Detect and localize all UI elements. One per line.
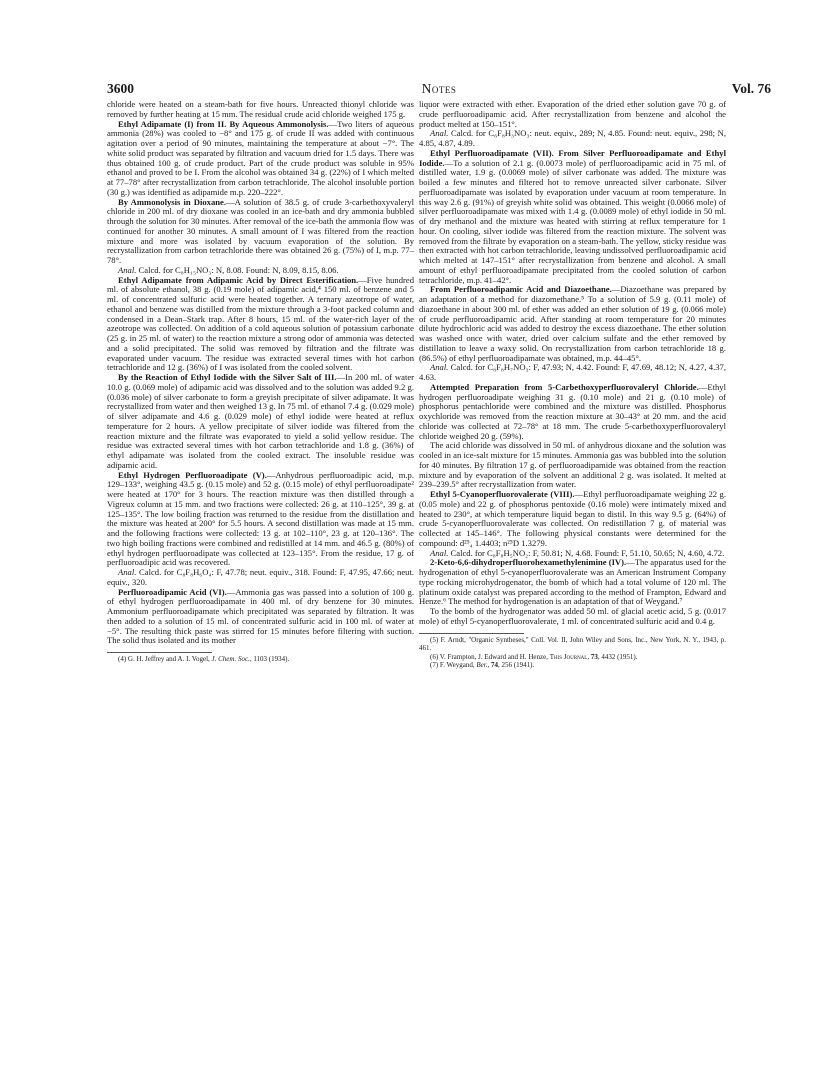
section-paragraph (107, 120, 414, 198)
section-heading: By Ammonolysis in Dioxane. (118, 196, 226, 207)
left-column (107, 100, 414, 664)
paragraph-text: To the bomb of the hydrogenator was added 50 ml. of glacial acetic acid, 5 g. (0.017 mole) of ethyl 5-cyanoperfluorovalerate, 1 ml. of concentrated sulfuric acid and 0.4 g. (419, 606, 726, 626)
paragraph-text: —Five hundred ml. of absolute ethanol, 38 g. (0.19 mole) of adipamic acid,⁴ 150 ml. of benzene and 5 ml. of concentrated sulfuric acid were heated together. A ternary azeotrope of water, ethanol and benzene was distilled from the mixture through a 3-foot packed column and condensed in a Dean–Stark trap. After 8 hours, 15 ml. of the water-rich layer of the azeotrope was collected. On addition of a cold aqueous solution of potassium carbonate (25 g. in 25 ml. of water) to the reaction mixture a strong odor of ammonia was detected and a solid precipitated. The solid was removed by filtration and the filtrate was evaporated under vacuum. The residue was extracted several times with hot carbon tetrachloride and 12 g. (36%) of I was isolated from the cooled solvent. (107, 274, 414, 373)
body-paragraph (419, 441, 726, 490)
section-heading: By the Reaction of Ethyl Iodide with the Silver Salt of III. (118, 372, 337, 382)
section-heading: Attempted Preparation from 5-Carbethoxyperfluorovaleryl Chloride. (430, 381, 699, 392)
paragraph-text: —Diazoethane was prepared by an adaptation of a method for diazomethane.⁵ To a solution of 5.9 g. (0.11 mole) of diazoethane in about 300 ml. of ether was added an ether solution of 19 g. (0.066 mole) of crude perfluoroadipamic acid. After standing at room temperature for 20 minutes dilute hydrochloric acid was added to destroy the excess diazoethane. The ether solution was washed once with water, dried over calcium sulfate and the ether removed by distillation to leave a waxy solid. On recrystallization from carbon tetrachloride 18 g. (86.5%) of ethyl perfluoroadipamate was obtained, m.p. 44–45°. (419, 284, 726, 363)
footnote-text: (4) G. H. Jeffrey and A. I. Vogel, (118, 655, 212, 663)
paragraph-text: Calcd. for C₈F₈H₆O₄: F, 47.78; neut. equiv., 318. Found: F, 47.95, 47.66; neut. equiv., 320. (107, 567, 414, 587)
paragraph-text: chloride were heated on a steam-bath for five hours. Unreacted thionyl chloride was removed by further heating at 15 mm. The residual crude acid chloride weighed 175 g. (107, 99, 414, 119)
footnote (107, 655, 414, 664)
section-heading: Ethyl Hydrogen Perfluoroadipate (V). (118, 469, 267, 480)
volume-label: Vol. 76 (731, 81, 771, 96)
footnote-volume: 73 (590, 652, 598, 661)
paragraph-text: —The apparatus used for the hydrogenation of ethyl 5-cyanoperfluorovalerate was an American Instrument Company type rocking microhydrogenator, the bomb of which had a total volume of 120 ml. The platinum oxide catalyst was prepared according to the method of Frampton, Edward and Henze.⁶ The method for hydrogenation is an adaptation of that of Weygand.⁷ (419, 557, 726, 607)
paragraph-text: —Ammonia gas was passed into a solution of 100 g. of ethyl hydrogen perfluoroadipamate in 400 ml. of dry benzene for 30 minutes. Ammonium perfluoroadipamate which precipitated was separated by filtration. It was then added to a solution of 15 ml. of concentrated sulfuric acid in 100 ml. of water at −5°. The resulting thick paste was stirred for 15 minutes before filtering with suction. The solid thus isolated and its mother (107, 586, 415, 646)
analysis-label: Anal. (430, 547, 449, 558)
footnote-citation: , 256 (1941). (497, 661, 535, 669)
footnote-text: (6) V. Frampton, J. Edward and H. Henze, (430, 652, 550, 661)
section-paragraph (107, 588, 414, 647)
footnote-rule (107, 652, 212, 653)
footnote-journal: Ber. (476, 661, 488, 669)
section-heading: Ethyl Adipamate (I) from II. By Aqueous Ammonolysis. (118, 118, 329, 129)
section-title: Notes (421, 81, 457, 96)
page-header (107, 81, 771, 99)
section-paragraph (107, 198, 414, 266)
body-paragraph (419, 100, 726, 129)
footnote-citation: , 1103 (1934). (249, 655, 290, 663)
footnote-citation: , 4432 (1951). (597, 652, 638, 661)
section-paragraph (419, 490, 726, 549)
paragraph-text: —Anhydrous perfluoroadipic acid, m.p. 129–133°, weighing 43.5 g. (0.15 mole) and 52 g. (0.15 mole) of ethyl perfluoroadipate² were heated at 170° for 3 hours. The reaction mixture was then distilled through a Vigreux column at 15 mm. and two fractions were collected: 26 g. at 110–125°, 39 g. at 125–135°. The low boiling fraction was returned to the residue from the distillation and the mixture was heated at 200° for 5.5 hours. A second distillation was made at 15 mm. and the following fractions were collected: 13 g. at 102–110°, 23 g. at 120–136°. The two high boiling fractions were combined and redistilled at 14 mm. and 46.5 g. (80%) of ethyl hydrogen perfluoroadipate was collected at 123–135°. From the residue, 17 g. of perfluoroadipic acid was recovered. (107, 469, 414, 568)
paragraph-text: Calcd. for C₈H₁₅NO₃: N, 8.08. Found: N, 8.09, 8.15, 8.06. (136, 264, 339, 275)
paragraph-text: The acid chloride was dissolved in 50 ml. of anhydrous dioxane and the solution was cooled in an ice-salt mixture for 15 minutes. Ammonia gas was bubbled into the solution for 40 minutes. By filtration 17 g. of perfluoroadipamide was obtained from the reaction mixture and by evaporation of the solvent an additional 2 g. was isolated. It melted at 239–239.5° after recrystallization from water. (419, 440, 726, 490)
paragraph-text: —Two liters of aqueous ammonia (28%) was cooled to −8° and 175 g. of crude II was added with continuous agitation over a period of 90 minutes, maintaining the temperature at about −7°. The white solid product was separated by filtration and vacuum dried for 1.5 days. There was thus obtained 100 g. of crude product. Part of the crude product was soluble in 95% ethanol and proved to be I. From the alcohol was obtained 34 g. (22%) of I which melted at 77–78° after recrystallization from carbon tetrachloride. The alcohol insoluble portion (30 g.) was identified as adipamide m.p. 220–222°. (107, 118, 414, 197)
section-paragraph (419, 383, 726, 442)
section-paragraph (107, 276, 414, 374)
footnote-journal: This Journal (549, 652, 588, 661)
footnote: (7) F. Weygand, Ber., 74, 256 (1941). (430, 661, 535, 669)
footnote-text: (5) F. Arndt, "Organic Syntheses," Coll. Vol. II, John Wiley and Sons, Inc., New York, N. Y., 1943, p. 461. (419, 635, 726, 652)
section-heading: From Perfluoroadipamic Acid and Diazoethane. (430, 284, 612, 295)
body-paragraph (107, 100, 414, 120)
analysis-line (107, 568, 414, 588)
paragraph-text: —Ethyl hydrogen perfluoroadipate weighing 31 g. (0.10 mole) and 21 g. (0.10 mole) of phosphorus pentachloride were combined and the mixture was distilled. Phosphorus oxychloride was removed from the reaction mixture at 30–43° at 20 mm. and the acid chloride was collected at 72–78° at 18 mm. The crude 5-carbethoxyperfluorovaleryl chloride weighed 20 g. (59%). (419, 381, 726, 441)
analysis-label: Anal. (430, 128, 449, 139)
page-number: 3600 (107, 81, 134, 96)
analysis-line (419, 363, 726, 383)
body-paragraph (419, 607, 726, 627)
footnote-volume: 74 (490, 661, 498, 669)
section-paragraph (419, 558, 726, 607)
analysis-line (419, 129, 726, 149)
paragraph-text: Calcd. for C₆F₈H₃NO₃: neut. equiv., 289; N, 4.85. Found: neut. equiv., 298; N, 4.85, 4.87, 4.89. (419, 128, 726, 148)
analysis-label: Anal. (118, 567, 137, 577)
paragraph-text: Calcd. for C₈F₈H₅NO₂: F, 50.81; N, 4.68. Found: F, 51.10, 50.65; N, 4.60, 4.72. (448, 547, 725, 558)
section-paragraph (419, 149, 726, 286)
paragraph-text: Calcd. for C₈F₈H₇NO₃: F, 47.93; N, 4.42. Found: F, 47.69, 48.12; N, 4.27, 4.37, 4.63. (419, 362, 726, 382)
footnote: (6) V. Frampton, J. Edward and H. Henze, This Journal, 73, 4432 (1951). (430, 652, 638, 661)
paragraph-text: —A solution of 38.5 g. of crude 3-carbethoxyvaleryl chloride in 200 ml. of dry dioxane was cooled in an ice-bath and dry ammonia bubbled through the solution for 30 minutes. After removal of the ice-bath the ammonia flow was continued for another 30 minutes. A small amount of I was filtered from the reaction mixture and more was isolated by vacuum evaporation of the solution. By recrystallization from carbon tetrachloride there was obtained 26 g. (75%) of I, m.p. 77–78°. (107, 196, 414, 265)
footnote-text: (7) F. Weygand, (430, 661, 477, 669)
footnote-journal: J. Chem. Soc. (211, 655, 250, 663)
analysis-label: Anal. (118, 264, 137, 275)
section-heading: Perfluoroadipamic Acid (VI). (118, 586, 227, 597)
paragraph-text: —To a solution of 2.1 g. (0.0073 mole) of perfluoroadipamic acid in 75 ml. of distilled water, 1.9 g. (0.0069 mole) of silver carbonate was added. The mixture was boiled a few minutes and filtered hot to remove unreacted silver carbonate. Silver perfluoroadipamate was isolated by evaporation under vacuum at room temperature. In this way 2.6 g. (91%) of greyish white solid was obtained. This weight (0.0066 mole) of silver perfluoroadipamate was mixed with 1.4 g. (0.0089 mole) of ethyl iodide in 50 ml. of dry methanol and the mixture was heated with stirring at reflux temperature for 1 hour. On cooling, silver iodide was filtered from the reaction mixture. The solvent was removed from the filtrate by evaporation on a steam-bath. The yellow, sticky residue was then extracted with hot carbon tetrachloride, leaving undissolved perfluoroadipamic acid which melted at 147–151° after recrystallization from benzene and alcohol. A small amount of ethyl perfluoroadipamate precipitated from the cooled solution of carbon tetrachloride, m.p. 41–42°. (419, 157, 726, 285)
section-heading: Ethyl Adipamate from Adipamic Acid by Direct Esterification. (118, 274, 359, 285)
section-paragraph (419, 285, 726, 363)
paragraph-text: —Ethyl perfluoroadipamate weighing 22 g. (0.05 mole) and 22 g. of phosphorus pentoxide (0.16 mole) were intimately mixed and heated to 230°, at which temperature liquid began to distil. In this way 9.5 g. (64%) of crude 5-cyanoperfluorovalerate was collected. On redistillation 7 g. of material was collected at 145–146°. The following physical constants were determined for the compound: d²⁵₄ 1.4403; n²⁵D 1.3279. (419, 489, 726, 548)
section-paragraph (107, 471, 414, 569)
section-heading: Ethyl 5-Cyanoperfluorovalerate (VIII). (430, 489, 575, 499)
section-paragraph (107, 373, 414, 471)
footnote-rule (419, 633, 524, 634)
paragraph-text: liquor were extracted with ether. Evaporation of the dried ether solution gave 70 g. of crude perfluoroadipamic acid. After recrystallization from benzene and alcohol the product melted at 150–151°. (419, 99, 726, 129)
section-heading: 2-Keto-6,6-dihydroperfluorohexamethylenimine (IV). (430, 557, 627, 568)
paragraph-text: —In 200 ml. of water 10.0 g. (0.069 mole) of adipamic acid was dissolved and to the solution was added 9.2 g. (0.036 mole) of silver carbonate to form a greyish precipitate of silver adipamate. It was recrystallized from water and then weighed 13 g. In 75 ml. of ethanol 7.4 g. (0.029 mole) of silver adipamate and 4.6 g. (0.029 mole) of ethyl iodide were heated at reflux temperature for 2 hours. A yellow precipitate of silver iodide was filtered from the reaction mixture and the filtrate was evaporated to yield a solid yellow residue. The residue was extracted several times with hot carbon tetrachloride and 1.8 g. (36%) of ethyl adipamate was isolated from the cooled extract. The insoluble residue was adipamic acid. (107, 372, 415, 470)
analysis-label: Anal. (430, 362, 449, 373)
right-column (419, 100, 726, 670)
footnote (419, 636, 726, 653)
section-heading: Ethyl Perfluoroadipamate (VII). From Silver Perfluoroadipamate and Ethyl Iodide. (419, 147, 726, 168)
